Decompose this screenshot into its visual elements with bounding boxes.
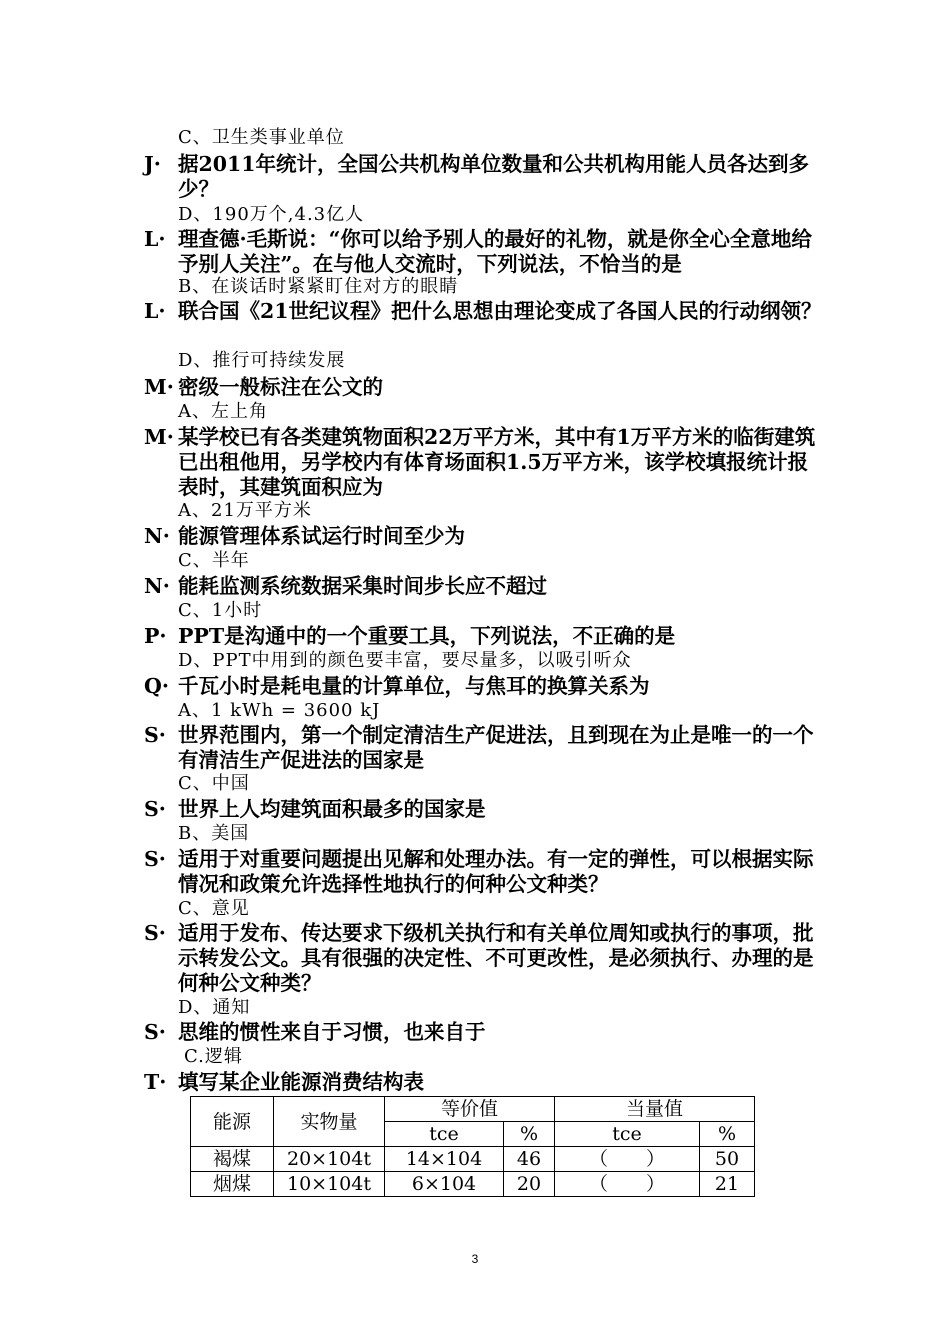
question-letter: S· (144, 921, 166, 945)
answer-0: C、卫生类事业单位 (178, 127, 345, 148)
header-physical: 实物量 (274, 1097, 385, 1147)
question-text: 某学校已有各类建筑物面积22万平方米，其中有1万平方米的临街建筑已出租他用，另学校内有体育场面积1.5万平方米，该学校填报统计报表时，其建筑面积应为 (178, 425, 816, 499)
table-row (191, 1172, 755, 1197)
question-13 (144, 921, 824, 996)
question-15 (144, 1070, 824, 1095)
question-letter: S· (144, 797, 166, 821)
answer-9: A、1 kWh = 3600 kJ (178, 700, 381, 721)
question-text: 适用于对重要问题提出见解和处理办法。有一定的弹性，可以根据实际情况和政策允许选择性地执行的何种公文种类？ (178, 847, 814, 896)
question-text: 据2011年统计，全国公共机构单位数量和公共机构用能人员各达到多少？ (178, 152, 810, 201)
question-text: 能耗监测系统数据采集时间步长应不超过 (178, 574, 547, 598)
cell-physical: 20×104t (274, 1147, 385, 1172)
answer-5: A、21万平方米 (178, 500, 312, 521)
question-7 (144, 574, 824, 599)
question-letter: J· (144, 152, 161, 176)
question-letter: P· (144, 624, 167, 648)
page-number: 3 (471, 1252, 479, 1266)
cell-energy-name: 褐煤 (191, 1147, 274, 1172)
header-equiv-tce: tce (385, 1122, 504, 1147)
header-energy: 能源 (191, 1097, 274, 1147)
question-letter: Q· (144, 674, 169, 698)
question-letter: M· (144, 425, 174, 449)
answer-2: B、在谈话时紧紧盯住对方的眼睛 (178, 276, 459, 297)
question-6 (144, 524, 824, 549)
question-text: 能源管理体系试运行时间至少为 (178, 524, 465, 548)
question-text: 思维的惯性来自于习惯，也来自于 (178, 1020, 486, 1044)
question-letter: N· (144, 524, 170, 548)
question-text: 适用于发布、传达要求下级机关执行和有关单位周知或执行的事项，批示转发公文。具有很强的决定性、不可更改性，是必须执行、办理的是何种公文种类？ (178, 921, 814, 995)
answer-11: B、美国 (178, 823, 250, 844)
answer-6: C、半年 (178, 550, 250, 571)
answer-8: D、PPT中用到的颜色要丰富，要尽量多，以吸引听众 (178, 650, 632, 671)
cell-equal-tce: （ ） (555, 1172, 700, 1197)
question-8 (144, 624, 824, 649)
header-equal-tce: tce (555, 1122, 700, 1147)
question-text: PPT是沟通中的一个重要工具，下列说法，不正确的是 (178, 624, 676, 648)
cell-equiv-pct: 46 (504, 1147, 555, 1172)
answer-13: D、通知 (178, 997, 251, 1018)
question-letter: S· (144, 723, 166, 747)
question-text: 联合国《21世纪议程》把什么思想由理论变成了各国人民的行动纲领？ (178, 299, 822, 323)
header-equiv-pct: % (504, 1122, 555, 1147)
header-equivalent-value: 等价值 (385, 1097, 555, 1122)
header-standard-value: 当量值 (555, 1097, 755, 1122)
question-5 (144, 425, 824, 500)
question-4 (144, 375, 824, 400)
cell-equiv-tce: 6×104 (385, 1172, 504, 1197)
question-3 (144, 299, 824, 324)
question-text: 密级一般标注在公文的 (178, 375, 383, 399)
cell-physical: 10×104t (274, 1172, 385, 1197)
question-letter: L· (144, 299, 166, 323)
energy-consumption-table (190, 1096, 755, 1197)
answer-4: A、左上角 (178, 401, 268, 422)
question-10 (144, 723, 824, 773)
question-9 (144, 674, 824, 699)
question-letter: S· (144, 1020, 166, 1044)
cell-equal-pct: 50 (700, 1147, 755, 1172)
question-1 (144, 152, 824, 202)
answer-12: C、意见 (178, 898, 250, 919)
question-text: 填写某企业能源消费结构表 (178, 1070, 424, 1094)
question-text: 千瓦小时是耗电量的计算单位，与焦耳的换算关系为 (178, 674, 650, 698)
cell-equal-tce: （ ） (555, 1147, 700, 1172)
answer-10: C、中国 (178, 773, 250, 794)
question-text: 世界上人均建筑面积最多的国家是 (178, 797, 486, 821)
question-letter: S· (144, 847, 166, 871)
cell-equiv-pct: 20 (504, 1172, 555, 1197)
answer-14: C.逻辑 (184, 1046, 243, 1067)
question-12 (144, 847, 824, 897)
question-11 (144, 797, 824, 822)
header-equal-pct: % (700, 1122, 755, 1147)
answer-7: C、1小时 (178, 600, 263, 621)
cell-energy-name: 烟煤 (191, 1172, 274, 1197)
answer-1: D、190万个,4.3亿人 (178, 204, 365, 225)
table-row (191, 1147, 755, 1172)
question-letter: L· (144, 227, 166, 251)
question-letter: T· (144, 1070, 167, 1094)
question-letter: N· (144, 574, 170, 598)
cell-equiv-tce: 14×104 (385, 1147, 504, 1172)
answer-3: D、推行可持续发展 (178, 350, 346, 371)
question-text: 世界范围内，第一个制定清洁生产促进法，且到现在为止是唯一的一个有清洁生产促进法的国家是 (178, 723, 814, 772)
question-letter: M· (144, 375, 174, 399)
question-14 (144, 1020, 824, 1045)
cell-equal-pct: 21 (700, 1172, 755, 1197)
question-text: 理查德·毛斯说：“你可以给予别人的最好的礼物，就是你全心全意地给予别人关注”。在与他人交流时，下列说法，不恰当的是 (178, 227, 812, 276)
question-2 (144, 227, 824, 277)
